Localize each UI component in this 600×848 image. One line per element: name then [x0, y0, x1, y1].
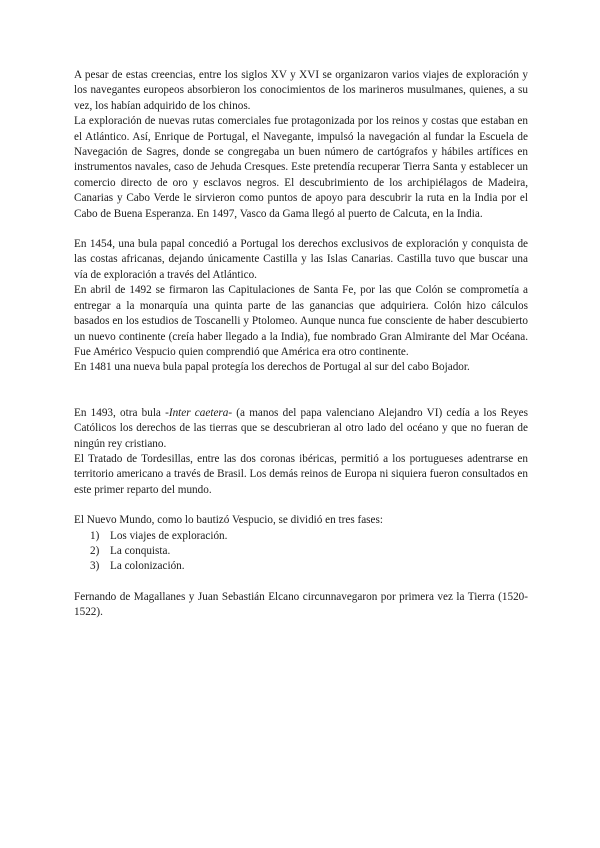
list-item	[74, 544, 528, 559]
phases-list	[74, 529, 528, 575]
inter-caetera-lead: En 1493, otra bula -	[74, 406, 169, 419]
spacer	[74, 498, 528, 513]
paragraph-creencias: A pesar de estas creencias, entre los siglos XV y XVI se organizaron varios viajes de exploración y los navegantes europeos absorbieron los conocimientos de los marineros musulmanes, quienes, a su vez, los habían adquirido de los chinos.	[74, 69, 528, 112]
list-item-number: 2)	[90, 544, 100, 557]
list-item-number: 3)	[90, 560, 100, 573]
list-item-number: 1)	[90, 529, 100, 542]
inter-caetera-title: Inter caetera	[168, 406, 229, 419]
paragraph-bula-1481: En 1481 una nueva bula papal protegía los derechos de Portugal al sur del cabo Bojador.	[74, 361, 470, 374]
paragraph-magallanes-elcano: Fernando de Magallanes y Juan Sebastián Elcano circunnavegaron por primera vez la Tierra (1520-1522).	[74, 590, 528, 619]
spacer	[74, 575, 528, 590]
paragraph-inter-caetera	[74, 406, 528, 452]
paragraph-tordesillas: El Tratado de Tordesillas, entre las dos coronas ibéricas, permitió a los portugueses adentrarse en territorio americano a través de Brasil. Los demás reinos de Europa ni siquiera fueron consultados en este primer reparto del mundo.	[74, 452, 528, 496]
list-item-text: La conquista.	[110, 544, 171, 557]
spacer	[74, 222, 528, 237]
inter-caetera-rest: - (a manos del papa valenciano Alejandro VI) cedía a los Reyes Católicos los derechos de las tierras que se descubrieran al otro lado del océano y que no fueran de ningún rey cristiano.	[74, 406, 528, 450]
list-item	[74, 529, 528, 544]
list-item-text: La colonización.	[110, 560, 185, 573]
paragraph-nuevo-mundo: El Nuevo Mundo, como lo bautizó Vespucio, se dividió en tres fases:	[74, 514, 383, 527]
paragraph-bula-1454: En 1454, una bula papal concedió a Portugal los derechos exclusivos de exploración y conquista de las costas africanas, dejando únicamente Castilla y las Islas Canarias. Castilla tuvo que buscar una vía de exploración a través del Atlántico.	[74, 238, 528, 281]
paragraph-exploracion-rutas: La exploración de nuevas rutas comerciales fue protagonizada por los reinos y costas que estaban en el Atlántico. Así, Enrique de Portugal, el Navegante, impulsó la navegación al fundar la Escuela de Navegación de Sagres, donde se congregaba un buen número de cartógrafos y hábiles artífices en instrumentos navales, caso de Jehuda Cresques. Este pretendía recuperar Tierra Santa y establecer un comercio directo de oro y esclavos negros. El descubrimiento de los archipiélagos de Madeira, Canarias y Cabo Verde le sirvieron como puntos de apoyo para descubrir la ruta en la India por el Cabo de Buena Esperanza. En 1497, Vasco da Gama llegó al puerto de Calcuta, en la India.	[74, 115, 528, 220]
list-item-text: Los viajes de exploración.	[110, 529, 228, 542]
paragraph-capitulaciones: En abril de 1492 se firmaron las Capitulaciones de Santa Fe, por las que Colón se comprometía a entregar a la monarquía una quinta parte de las ganancias que adquiriera. Colón hizo cálculos basados en los estudios de Toscanelli y Ptolomeo. Aunque nunca fue consciente de haber descubierto un nuevo continente (creía haber llegado a la India), fue nombrado Gran Almirante del Mar Océana. Fue Américo Vespucio quien comprendió que América era otro continente.	[74, 284, 528, 358]
spacer	[74, 376, 528, 406]
list-item	[74, 559, 528, 574]
document-page	[74, 68, 528, 621]
